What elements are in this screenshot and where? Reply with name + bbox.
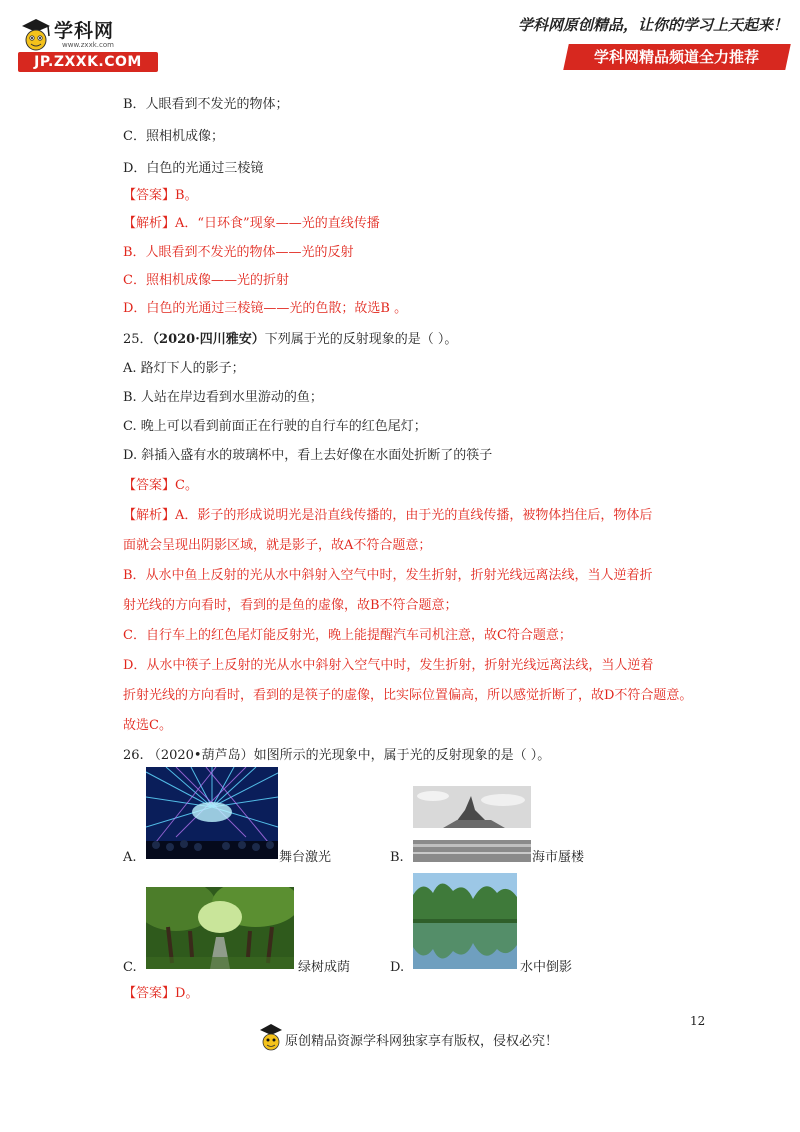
- header-banner[interactable]: [563, 44, 791, 70]
- q25-option-c: C. 晚上可以看到前面正在行驶的自行车的红色尾灯；: [123, 419, 427, 434]
- q26-source: （2020•葫芦岛）: [147, 748, 254, 763]
- q26-option-c-letter: C.: [123, 960, 137, 975]
- q25-analysis-a2: 面就会呈现出阴影区域，就是影子，故A不符合题意；: [123, 538, 432, 553]
- water-reflection-image: [413, 873, 517, 969]
- mascot-icon: [18, 16, 54, 56]
- analysis-tag: 【解析】: [123, 508, 176, 523]
- q25-final: 故选C。: [123, 718, 172, 733]
- q26-option-d-label: 水中倒影: [520, 960, 573, 975]
- copyright-notice: 原创精品资源学科网独家享有版权，侵权必究！: [285, 1034, 559, 1049]
- page-number: 12: [690, 1014, 706, 1028]
- q26-number: 26.: [123, 748, 144, 763]
- q25-analysis-b2: 射光线的方向看时，看到的是鱼的虚像，故B不符合题意；: [123, 598, 458, 613]
- q25-option-b: B. 人站在岸边看到水里游动的鱼；: [123, 390, 323, 405]
- banner-text: 学科网精品频道全力推荐: [594, 48, 760, 66]
- q25-option-a: A. 路灯下人的影子；: [123, 361, 245, 376]
- q26-option-a-label: 舞台激光: [279, 850, 332, 865]
- prev-analysis-b: B．人眼看到不发光的物体——光的反射: [123, 245, 354, 260]
- q26-option-b-letter: B.: [390, 850, 404, 865]
- q26-option-c-label: 绿树成荫: [298, 960, 351, 975]
- answer-value: B。: [175, 188, 198, 203]
- q25-analysis-d1: D．从水中筷子上反射的光从水中斜射入空气中时，发生折射，折射光线远离法线，当人逆着: [123, 658, 654, 673]
- q25-stem: [123, 330, 457, 350]
- answer-tag: 【答案】: [123, 188, 176, 203]
- prev-analysis-c: C．照相机成像——光的折射: [123, 273, 289, 288]
- page-header: [0, 0, 800, 80]
- answer-value: D。: [175, 986, 199, 1001]
- logo-url-bar: JP.ZXXK.COM: [18, 52, 158, 72]
- analysis-text: A．影子的形成说明光是沿直线传播的，由于光的直线传播，被物体挡住后，物体后: [175, 508, 653, 523]
- zxxk-logo[interactable]: [18, 10, 163, 74]
- analysis-text: A．“日环食”现象——光的直线传播: [175, 216, 380, 231]
- q26-option-d-letter: D.: [390, 960, 405, 975]
- answer-value: C。: [175, 478, 198, 493]
- q26-option-b-label: 海市蜃楼: [532, 850, 585, 865]
- q26-stem: [123, 746, 550, 766]
- q26-answer: [123, 984, 198, 1004]
- prev-option-d: D．白色的光通过三棱镜: [123, 161, 264, 176]
- tree-shade-image: [146, 887, 294, 969]
- prev-answer: [123, 186, 198, 206]
- q25-option-d: D. 斜插入盛有水的玻璃杯中，看上去好像在水面处折断了的筷子: [123, 448, 493, 463]
- q25-analysis-a1: [123, 506, 652, 526]
- answer-tag: 【答案】: [123, 478, 176, 493]
- q25-stem-text: 下列属于光的反射现象的是（ ）。: [264, 332, 458, 347]
- mascot-icon: [258, 1022, 284, 1056]
- prev-analysis-d: D．白色的光通过三棱镜——光的色散；故选B 。: [123, 301, 408, 316]
- answer-tag: 【答案】: [123, 986, 176, 1001]
- stage-laser-image: [146, 767, 278, 859]
- analysis-tag: 【解析】: [123, 216, 176, 231]
- prev-analysis-a: [123, 214, 380, 234]
- q25-source: （2020·四川雅安）: [152, 332, 265, 347]
- prev-option-b: B．人眼看到不发光的物体；: [123, 97, 289, 112]
- q25-answer: [123, 476, 198, 496]
- q25-analysis-c1: C．自行车上的红色尾灯能反射光，晚上能提醒汽车司机注意，故C符合题意；: [123, 628, 572, 643]
- header-slogan: 学科网原创精品，让你的学习上天起来！: [517, 16, 788, 34]
- q25-number: 25．: [123, 332, 153, 347]
- page-footer: [0, 1010, 800, 1070]
- q26-stem-text: 如图所示的光现象中，属于光的反射现象的是（ ）。: [253, 748, 551, 763]
- q25-analysis-d2: 折射光线的方向看时，看到的是筷子的虚像，比实际位置偏高，所以感觉折断了，故D不符合题意。: [123, 688, 693, 703]
- prev-option-c: C．照相机成像；: [123, 129, 224, 144]
- logo-text: 学科网: [54, 20, 115, 42]
- q25-analysis-b1: B．从水中鱼上反射的光从水中斜射入空气中时，发生折射，折射光线远离法线，当人逆着折: [123, 568, 653, 583]
- q26-option-a-letter: A.: [123, 850, 137, 865]
- mirage-image: [413, 786, 531, 862]
- logo-small-url: www.zxxk.com: [62, 41, 114, 49]
